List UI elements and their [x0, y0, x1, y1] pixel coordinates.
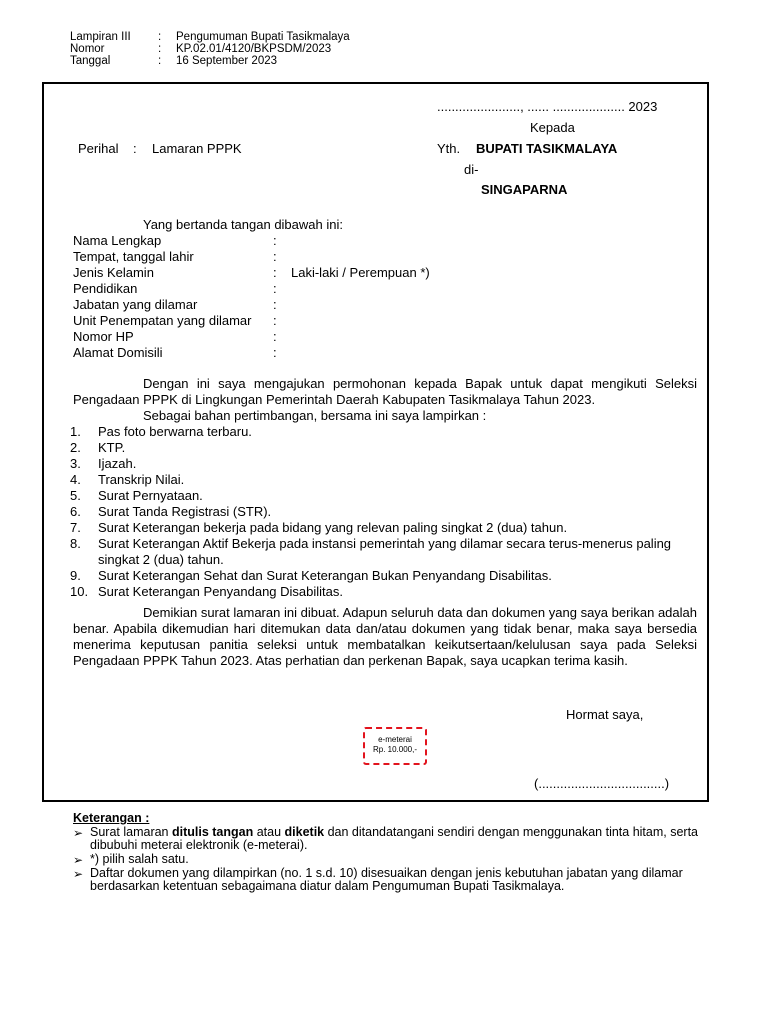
paragraph-request: Dengan ini saya mengajukan permohonan kepada Bapak untuk dapat mengikuti Seleksi Pengadaan PPPK di Lingkungan Pemerintah Daerah Kabupaten Tasikmalaya Tahun 2023. — [73, 376, 697, 407]
intro-text: Yang bertanda tangan dibawah ini: — [143, 217, 343, 232]
field-label: Nomor HP — [73, 329, 134, 344]
field-row — [73, 345, 673, 361]
field-row — [73, 249, 673, 265]
list-item-number: 3. — [70, 456, 81, 471]
letter-frame — [42, 82, 709, 802]
date-line: ......................., ...... .................... 2023 — [437, 99, 658, 114]
list-item: Ijazah. — [98, 456, 137, 471]
field-row — [73, 233, 673, 249]
list-item-continuation: singkat 2 (dua) tahun. — [98, 552, 224, 567]
header-value-tanggal: 16 September 2023 — [176, 55, 278, 67]
note-text: Surat lamaran — [90, 825, 172, 839]
paragraph-closing: Demikian surat lamaran ini dibuat. Adapun seluruh data dan dokumen yang saya berikan adalah benar. Apabila dikemudian hari ditemukan data dan/atau dokumen yang tidak benar, maka saya bersedia menerima keputusan panitia seleksi untuk membatalkan keikutsertaan/kelulusan saya pada Seleksi Pengadaan PPPK Tahun 2023. Atas perhatian dan perkenan Bapak, saya ucapkan terima kasih. — [73, 605, 697, 668]
list-item-number: 8. — [70, 536, 81, 551]
kepada-label: Kepada — [530, 120, 575, 135]
perihal-label: Perihal — [78, 141, 119, 156]
recipient-place: SINGAPARNA — [481, 182, 568, 197]
list-item: Transkrip Nilai. — [98, 472, 185, 487]
note-item: Daftar dokumen yang dilampirkan (no. 1 s.d. 10) disesuaikan dengan jenis kebutuhan jabatan yang dilamar berdasarkan ketentuan sebagaimana diatur dalam Pengumuman Bupati Tasikmalaya. — [90, 866, 683, 893]
field-sep: : — [273, 345, 277, 360]
field-label: Nama Lengkap — [73, 233, 162, 248]
list-item-number: 2. — [70, 440, 81, 455]
list-item: Surat Keterangan Sehat dan Surat Keterangan Bukan Penyandang Disabilitas. — [98, 568, 552, 583]
list-item-number: 10. — [70, 584, 89, 599]
field-row — [73, 297, 673, 313]
header-value-lampiran: Pengumuman Bupati Tasikmalaya — [176, 31, 350, 43]
note-item: *) pilih salah satu. — [90, 852, 189, 866]
field-label: Unit Penempatan yang dilamar — [73, 313, 252, 328]
field-row — [73, 281, 673, 297]
header-sep: : — [158, 31, 162, 43]
header-label-nomor: Nomor — [70, 43, 105, 55]
field-label: Tempat, tanggal lahir — [73, 249, 194, 264]
bullet-arrow-icon: ➢ — [73, 853, 84, 867]
list-item-number: 9. — [70, 568, 81, 583]
field-row — [73, 313, 673, 329]
field-row — [73, 265, 673, 281]
field-sep: : — [273, 265, 277, 280]
list-item: Surat Tanda Registrasi (STR). — [98, 504, 272, 519]
regards-text: Hormat saya, — [566, 707, 644, 722]
header-sep: : — [158, 55, 162, 67]
field-sep: : — [273, 329, 277, 344]
field-sep: : — [273, 313, 277, 328]
field-sep: : — [273, 281, 277, 296]
note-emphasis: diketik — [284, 825, 325, 839]
paragraph-attachments-intro: Sebagai bahan pertimbangan, bersama ini saya lampirkan : — [143, 408, 487, 423]
field-label: Alamat Domisili — [73, 345, 163, 360]
field-sep: : — [273, 233, 277, 248]
note-emphasis: ditulis tangan — [171, 825, 254, 839]
note-text: atau — [253, 825, 285, 839]
field-row — [73, 329, 673, 345]
yth-label: Yth. — [437, 141, 461, 156]
list-item: Surat Pernyataan. — [98, 488, 203, 503]
field-label: Jabatan yang dilamar — [73, 297, 198, 312]
e-meterai-stamp — [363, 727, 427, 765]
list-item-number: 4. — [70, 472, 81, 487]
field-sep: : — [273, 297, 277, 312]
perihal-sep: : — [133, 141, 137, 156]
field-sep: : — [273, 249, 277, 264]
notes-title: Keterangan : — [73, 811, 150, 825]
field-value: Laki-laki / Perempuan *) — [291, 265, 430, 280]
signature-line: (...................................) — [534, 776, 670, 791]
field-label: Jenis Kelamin — [73, 265, 154, 280]
note-text: dan ditandatangani sendiri dengan menggunakan tinta hitam, serta dibubuhi meterai elektronik (e-meterai). — [90, 825, 699, 852]
list-item-number: 5. — [70, 488, 81, 503]
note-item — [90, 826, 702, 852]
header-label-tanggal: Tanggal — [70, 55, 111, 67]
list-item: Pas foto berwarna terbaru. — [98, 424, 252, 439]
header-label-lampiran: Lampiran III — [70, 31, 131, 43]
bullet-arrow-icon: ➢ — [73, 867, 84, 881]
recipient-name: BUPATI TASIKMALAYA — [476, 141, 618, 156]
list-item-number: 1. — [70, 424, 81, 439]
meterai-amount: Rp. 10.000,- — [372, 745, 418, 754]
list-item: Surat Keterangan Penyandang Disabilitas. — [98, 584, 343, 599]
list-item-number: 6. — [70, 504, 81, 519]
meterai-label: e-meterai — [378, 735, 412, 744]
perihal-value: Lamaran PPPK — [152, 141, 242, 156]
header-sep: : — [158, 43, 162, 55]
list-item: KTP. — [98, 440, 126, 455]
field-label: Pendidikan — [73, 281, 138, 296]
bullet-arrow-icon: ➢ — [73, 826, 84, 840]
di-label: di- — [464, 162, 479, 177]
header-value-nomor: KP.02.01/4120/BKPSDM/2023 — [176, 43, 332, 55]
list-item-number: 7. — [70, 520, 81, 535]
list-item: Surat Keterangan Aktif Bekerja pada instansi pemerintah yang dilamar secara terus-menerus paling — [98, 536, 672, 551]
list-item: Surat Keterangan bekerja pada bidang yang relevan paling singkat 2 (dua) tahun. — [98, 520, 568, 535]
